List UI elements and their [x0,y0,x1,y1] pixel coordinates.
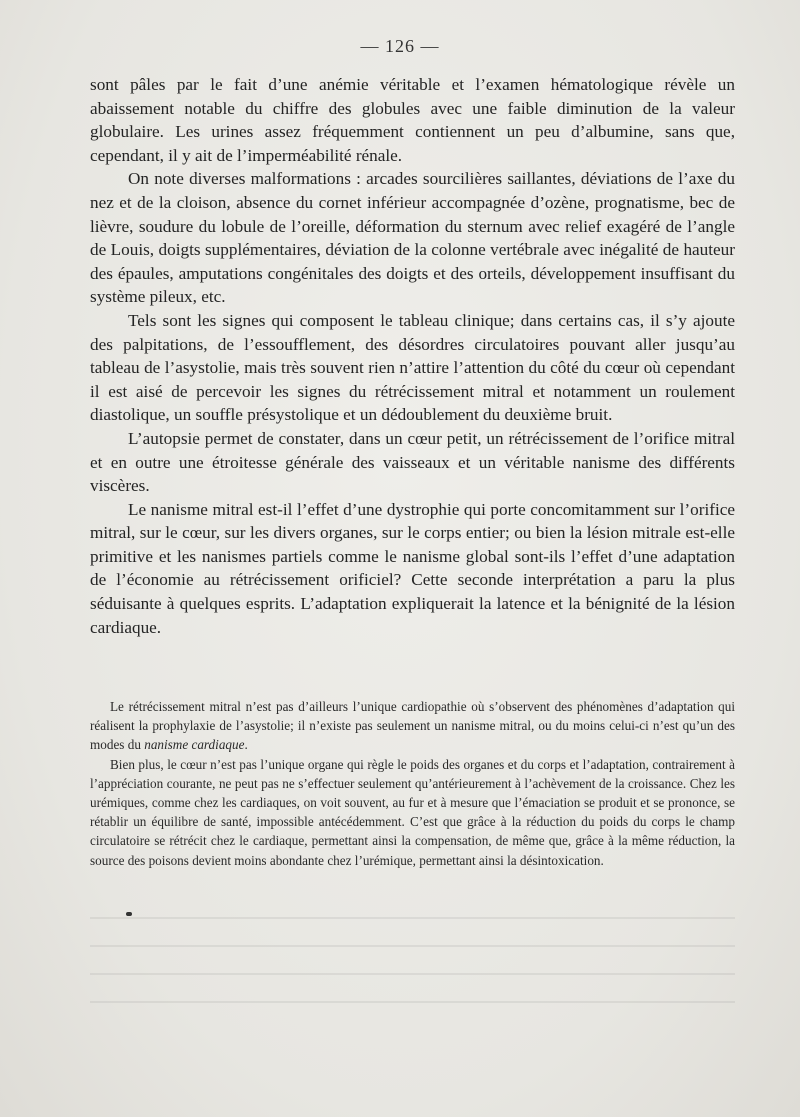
paragraph-4: L’autopsie permet de constater, dans un cœur petit, un rétrécissement de l’orifice mitral et en outre une étroitesse générale des vaisseaux et un véritable nanisme des différents viscères. [90,428,735,496]
note-1-text: Le rétrécissement mitral n’est pas d’ailleurs l’unique cardiopathie où s’observent des phénomènes d’adaptation qui réalisent la prophylaxie de l’asystolie; il n’existe pas seulement un nanisme mitral, ou du moins celui-ci n’est qu’un des modes du [90,699,735,753]
paragraph-2: On note diverses malformations : arcades sourcilières saillantes, déviations de l’axe du nez et de la cloison, absence du cornet inférieur accompagnée d’ozène, prognatisme, bec de lièvre, soudure du lobule de l’oreille, déformation du sternum avec relief exagéré de l’angle de Louis, doigts supplémentaires, déviation de la colonne vertébrale avec inégalité de hauteur des épaules, amputations congénitales des doigts et des orteils, développement insuffisant du système pileux, etc. [90,169,735,307]
show-through-bleed [90,895,735,1025]
paragraph-5: Le nanisme mitral est-il l’effet d’une dystrophie qui porte concomitamment sur l’orifice mitral, sur le cœur, sur les divers organes, sur le corps entier; ou bien la lésion mitrale est-elle primitive et les nanismes partiels comme le nanisme global sont-ils l’effet d’une adaptation de l’économie au rétrécissement orificiel? Cette seconde interprétation a paru la plus séduisante à quelques esprits. L’adaptation expliquerait la latence et la bénignité de la lésion cardiaque. [90,499,735,637]
notes-section [90,697,735,870]
bleed-line [90,923,735,947]
note-1-emphasis: nanisme cardiaque [144,737,245,753]
bleed-line [90,895,735,919]
page-number: — 126 — [360,36,440,56]
note-2: Bien plus, le cœur n’est pas l’unique organe qui règle le poids des organes et du corps et l’adaptation, contrairement à l’appréciation courante, ne peut pas ne s’effectuer seulement qu’antérieurement à l’achèvement de la croissance. Chez les urémiques, comme chez les cardiaques, on voit souvent, au fur et à mesure que l’émaciation se produit et se prononce, se rétablir un équilibre de santé, impossible antécédemment. C’est que grâce à la réduction du poids du corps le champ circulatoire se rétrécit chez le cardiaque, permettant ainsi la compensation, de même que, grâce à la même réduction, la source des poisons devient moins abondante chez l’urémique, permettant ainsi la désintoxication. [90,756,735,868]
note-1 [90,697,735,755]
paragraph-1: sont pâles par le fait d’une anémie véritable et l’examen hématologique révèle un abaissement notable du chiffre des globules avec une faible diminution de la valeur globulaire. Les urines assez fréquemment contiennent un peu d’albumine, sans que, cependant, il y ait de l’imperméabilité rénale. [90,75,735,165]
note-1-end: . [244,737,248,753]
ink-mark [126,912,132,916]
bleed-line [90,951,735,975]
bleed-line [90,979,735,1003]
main-text [90,73,735,639]
paragraph-3: Tels sont les signes qui composent le tableau clinique; dans certains cas, il s’y ajoute des palpitations, de l’essoufflement, des désordres circulatoires pouvant aller jusqu’au tableau de l’asystolie, mais très souvent rien n’attire l’attention du côté du cœur où cependant il est aisé de percevoir les signes du rétrécissement mitral et notamment un roulement diastolique, un souffle présystolique et un dédoublement du deuxième bruit. [90,310,735,425]
